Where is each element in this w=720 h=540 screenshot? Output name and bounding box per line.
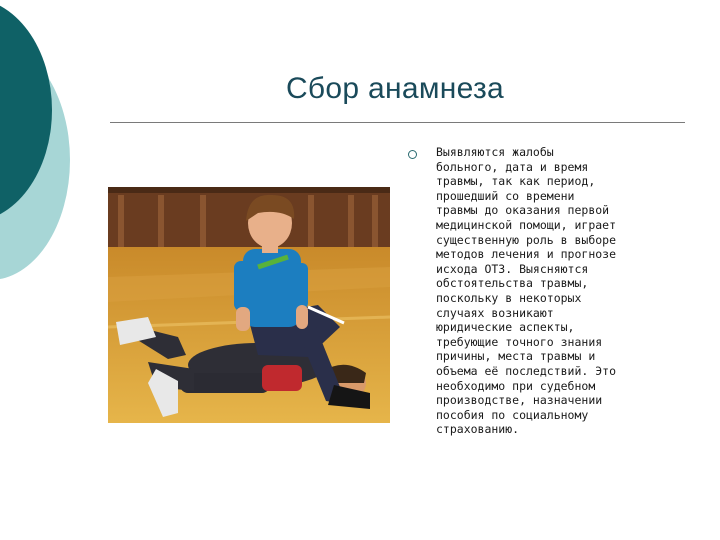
title-divider — [110, 122, 685, 123]
bullet-marker — [408, 150, 417, 159]
slide-title: Сбор анамнеза — [285, 72, 505, 105]
slide-body-text: Выявляются жалобы больного, дата и время травмы, так как период, прошедший со времени травмы до оказания первой медицинской помощи, играет существенную роль в выборе методов лечения и прогнозе исхода ОТЗ. Выясняются обстоятельства травмы, поскольку в некоторых случаях возникают юридические аспекты, требующие точного знания причины, места травмы и объема её последствий. Это необходимо при судебном производстве, назначении пособия по социальному страхованию. — [436, 145, 617, 437]
corner-decoration — [0, 0, 110, 300]
wrestling-children-photo — [108, 187, 390, 423]
